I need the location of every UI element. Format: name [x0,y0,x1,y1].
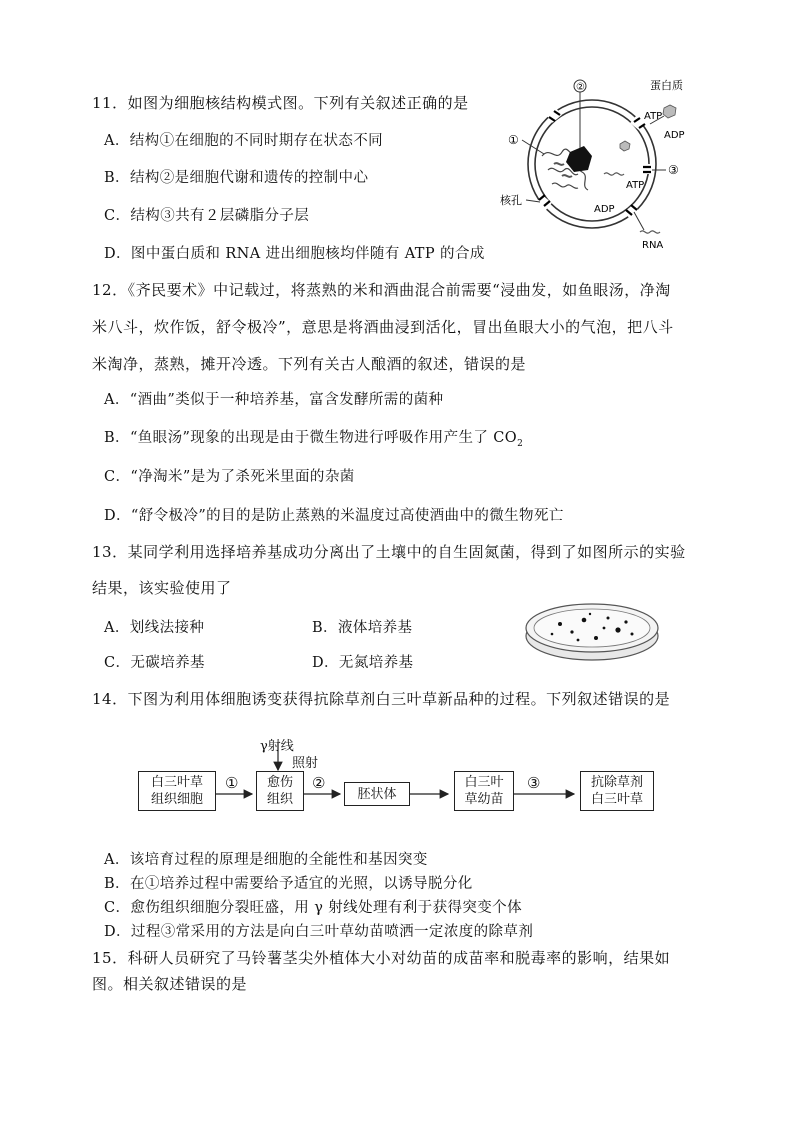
atp-top-label: ATP [644,111,663,122]
q12-stem-line1: 12．《齐民要术》中记载过，将蒸熟的米和酒曲混合前需要“浸曲发，如鱼眼汤，净淘 [92,281,671,299]
q13-option-a: A．划线法接种 [104,620,205,636]
q11-option-b: B．结构②是细胞代谢和遗传的控制中心 [104,170,369,186]
q14-option-c: C．愈伤组织细胞分裂旺盛，用 γ 射线处理有利于获得突变个体 [104,900,522,916]
q12-stem-line2: 米八斗，炊作饭，舒令极冷”，意思是将酒曲浸到活化，冒出鱼眼大小的气泡，把八斗 [92,318,674,336]
label-1: ① [508,133,519,147]
flow-box-embryoid: 胚状体 [344,782,410,806]
flow-box-resistant-clover: 抗除草剂 白三叶草 [580,771,654,811]
flow-box-callus: 愈伤 组织 [256,771,304,811]
step-1-label: ① [225,774,239,792]
q13-option-d: D．无氮培养基 [312,655,414,671]
adp-bottom-label: ADP [594,204,615,215]
protein-label: 蛋白质 [650,79,683,92]
q11-option-c: C．结构③共有２层磷脂分子层 [104,208,310,224]
q11-stem: 11．如图为细胞核结构模式图。下列有关叙述正确的是 [92,94,469,112]
svg-text:②: ② [576,82,585,93]
flow-box-seedling: 白三叶 草幼苗 [454,771,514,811]
q14-option-a: A．该培育过程的原理是细胞的全能性和基因突变 [104,852,428,868]
q12-option-c: C．“净淘米”是为了杀死米里面的杂菌 [104,469,355,485]
gamma-ray-label: γ射线 [260,739,294,754]
q14-stem: 14．下图为利用体细胞诱变获得抗除草剂白三叶草新品种的过程。下列叙述错误的是 [92,690,671,708]
q11-option-d: D．图中蛋白质和 RNA 进出细胞核均伴随有 ATP 的合成 [104,246,485,262]
q12-option-a: A．“酒曲”类似于一种培养基，富含发酵所需的菌种 [104,392,444,408]
q14-option-d: D．过程③常采用的方法是向白三叶草幼苗喷洒一定浓度的除草剂 [104,924,534,940]
nuclear-pore-label: 核孔 [500,194,522,207]
rna-label: RNA [642,240,664,251]
q14-option-b: B．在①培养过程中需要给予适宜的光照，以诱导脱分化 [104,876,473,892]
nucleus-structure-figure [492,72,702,258]
q15-stem-line1: 15．科研人员研究了马铃薯茎尖外植体大小对幼苗的成苗率和脱毒率的影响，结果如 [92,949,671,967]
step-3-label: ③ [527,774,541,792]
flow-box-tissue-cells: 白三叶草 组织细胞 [138,771,216,811]
step-2-label: ② [312,774,326,792]
q11-option-a: A．结构①在细胞的不同时期存在状态不同 [104,133,384,149]
petri-dish-figure [522,598,662,664]
q13-option-c: C．无碳培养基 [104,655,205,671]
q13-option-b: B．液体培养基 [312,620,413,636]
q13-stem-line2: 结果，该实验使用了 [92,579,232,597]
label-3: ③ [668,163,679,177]
q12-stem-line3: 米淘净，蒸熟，摊开冷透。下列有关古人酿酒的叙述，错误的是 [92,355,527,373]
irradiate-label: 照射 [292,756,319,771]
q13-stem-line1: 13．某同学利用选择培养基成功分离出了土壤中的自生固氮菌，得到了如图所示的实验 [92,543,686,561]
q12-option-b: B．“鱼眼汤”现象的出现是由于微生物进行呼吸作用产生了 $CO_2$ [104,430,524,449]
q12-option-d: D．“舒令极冷”的目的是防止蒸熟的米温度过高使酒曲中的微生物死亡 [104,508,564,524]
atp-bottom-label: ATP [626,180,645,191]
q15-stem-line2: 图。相关叙述错误的是 [92,975,248,993]
adp-top-label: ADP [664,130,685,141]
